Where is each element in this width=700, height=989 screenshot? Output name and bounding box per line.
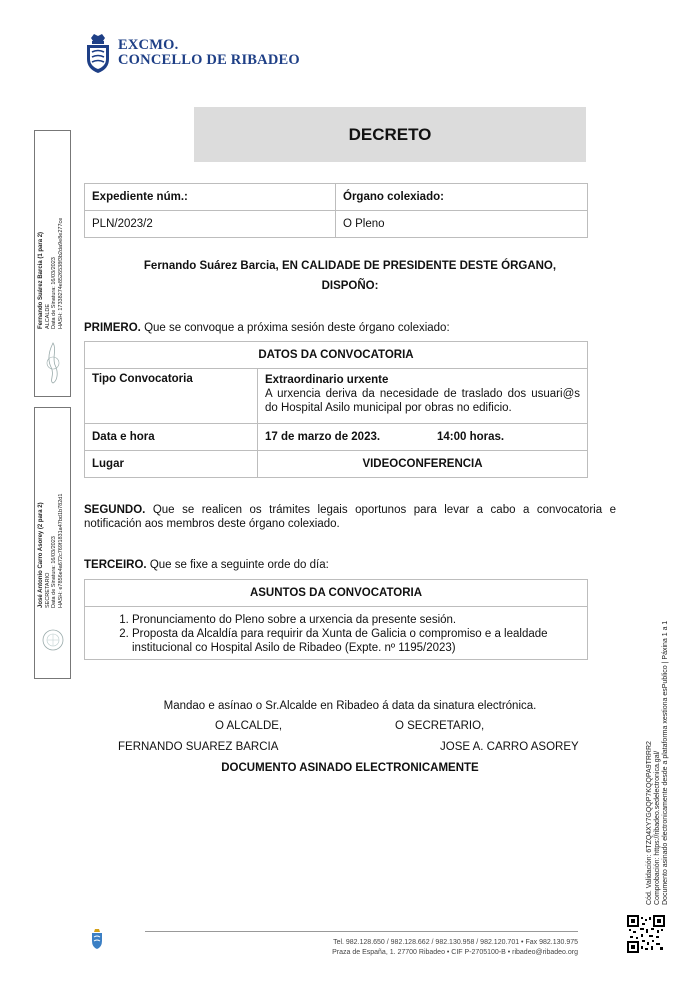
convocatoria-table (84, 341, 588, 478)
tercero-text: Que se fixe a seguinte orde do día: (146, 559, 329, 571)
tipo-value: Extraordinario urxente (265, 374, 389, 386)
convocatoria-header: DATOS DA CONVOCATORIA (85, 342, 588, 369)
tipo-cell (258, 369, 588, 424)
primero-label: PRIMERO. (84, 322, 141, 334)
seal-icon (43, 341, 63, 388)
footer-phones: Tel. 982.128.650 / 982.128.662 / 982.130.958 / 982.120.701 • Fax 982.130.975 (333, 939, 578, 946)
asinado-line: DOCUMENTO ASINADO ELECTRONICAMENTE (221, 762, 479, 774)
primero-paragraph (84, 321, 616, 335)
expediente-table (84, 183, 588, 238)
validation-info: Documento asinado electronicamente desde a plataforma xestiona esPublico | Páxina 1 a 1 (662, 620, 669, 905)
segundo-paragraph (84, 503, 616, 531)
list-item: 1. Pronunciamento do Pleno sobre a urxencia da presente sesión. (132, 613, 580, 627)
signer-name: José Antonio Carro Asorey (2 para 2) (38, 502, 44, 608)
qr-code-icon[interactable] (627, 915, 665, 953)
alcalde-name: FERNANDO SUAREZ BARCIA (118, 741, 279, 753)
asuntos-list (92, 613, 580, 655)
expediente-value: PLN/2023/2 (85, 211, 336, 238)
data-value: 17 de marzo de 2023. (265, 431, 381, 443)
signer-name: Fernando Suárez Barcia (1 para 2) (38, 231, 44, 329)
tercero-paragraph (84, 558, 616, 572)
lugar-label: Lugar (85, 451, 258, 478)
organo-label: Órgano colexiado: (336, 184, 588, 211)
data-cell (258, 424, 588, 451)
tipo-description: A urxencia deriva da necesidade de traslado dos usuari@s do Hospital Asilo municipal por obras no edificio. (265, 388, 580, 414)
document-title: DECRETO (194, 107, 586, 162)
list-item: 2. Proposta da Alcaldía para requirir da Xunta de Galicia o compromiso e a lealdade institucional co Hospital Asilo de Ribadeo (Expte. nº 1195/2023) (132, 627, 580, 655)
tercero-label: TERCEIRO. (84, 559, 147, 571)
alcalde-title: O ALCALDE, (215, 720, 283, 732)
signer-hash: HASH: 17338274e8526538f3b2da9e8e277ce (57, 217, 64, 329)
signature-box-secretario (34, 407, 71, 679)
asuntos-cell (85, 607, 588, 660)
signer-date: Data de Sinatura: 16/03/2023 (51, 257, 57, 329)
signer-role: SECRETARIO (44, 572, 51, 608)
secretario-name: JOSE A. CARRO ASOREY (440, 741, 579, 753)
signature-box-alcalde (34, 130, 71, 397)
footer-address: Praza de España, 1. 27700 Ribadeo • CIF P-2705100-B • ribadeo@ribadeo.org (332, 949, 578, 956)
signature-text-alcalde (38, 218, 64, 329)
seal-icon (41, 628, 65, 655)
footer-contact (300, 938, 578, 958)
lugar-value: VIDEOCONFERENCIA (258, 451, 588, 478)
logo-line-1: EXCMO. (118, 37, 179, 53)
asuntos-table (84, 579, 588, 660)
signature-text-secretario (38, 494, 64, 608)
segundo-text: Que se realicen os trámites legais oportunos para levar a cabo a convocatoria e notificación aos membros deste órgano colexiado. (84, 504, 616, 530)
signer-role: ALCALDE (44, 303, 51, 329)
segundo-label: SEGUNDO. (84, 504, 146, 516)
organo-value: O Pleno (336, 211, 588, 238)
signer-date: Data de Sinatura: 16/03/2023 (51, 536, 57, 608)
expediente-label: Expediente núm.: (85, 184, 336, 211)
validation-code: Cód. Validación: 6TZQ4XY7GQQP7KQQPA9TRRR2 (646, 741, 653, 905)
footer-emblem-icon (90, 928, 104, 953)
secretario-title: O SECRETARIO, (395, 720, 485, 732)
mandao-line: Mandao e asínao o Sr.Alcalde en Ribadeo á data da sinatura electrónica. (163, 700, 537, 712)
dispono-heading: DISPOÑO: (321, 280, 379, 292)
logo-line-2: CONCELLO DE RIBADEO (118, 52, 300, 68)
presidente-line: Fernando Suárez Barcia, EN CALIDADE DE PRESIDENTE DESTE ÓRGANO, (143, 260, 557, 272)
coat-of-arms-logo (83, 32, 113, 74)
footer-divider (145, 931, 578, 932)
validation-text (646, 621, 670, 905)
validation-link: Comprobación: https://ribadeo.sedelectronica.gal/ (654, 750, 661, 905)
data-label: Data e hora (85, 424, 258, 451)
logo-text (118, 38, 300, 68)
signer-hash: HASH: e7856e4a672c769f1831a47bd1b782d1 (57, 493, 64, 608)
tipo-label: Tipo Convocatoria (85, 369, 258, 424)
primero-text: Que se convoque a próxima sesión deste órgano colexiado: (140, 322, 450, 334)
asuntos-header: ASUNTOS DA CONVOCATORIA (85, 580, 588, 607)
hora-value: 14:00 horas. (437, 431, 505, 443)
